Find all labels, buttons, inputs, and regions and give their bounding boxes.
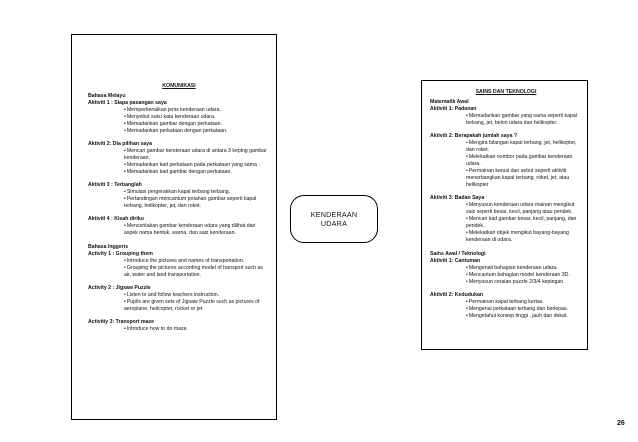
subject-label: Bahasa Melayu	[88, 93, 126, 99]
activity-bullet-item	[466, 113, 582, 127]
activity-bullet-item	[466, 279, 582, 286]
activity-bullet-text: Mengira bilangan kapal terbang, jet, helikopter, dan roket.	[466, 140, 577, 153]
activity-bullet-item	[466, 299, 582, 306]
activity-title: Activity 2 : Jigsaw Puzzle	[88, 285, 151, 291]
subject-section	[88, 93, 270, 237]
activity-bullet-item	[124, 162, 270, 169]
activity-block	[88, 251, 270, 279]
activity-title: Activity 1 : Grouping them	[88, 251, 153, 257]
activity-block	[430, 292, 582, 320]
activity-bullet-item	[124, 265, 270, 279]
activity-bullet-text: Melekatkan objek mengikut bayang-bayang kenderaan di udara.	[466, 230, 569, 243]
activity-bullet-item	[124, 169, 270, 176]
activity-bullet-list	[430, 202, 582, 244]
komunikasi-content	[88, 93, 270, 333]
activity-bullet-item	[466, 216, 582, 230]
activity-bullet-text: Memadankan gambar yang sama seperti kapal terbang, jet, belon udara dan helikopter.	[466, 113, 577, 126]
activity-bullet-text: Mencari gambar kenderaan udara di antara 3 keping gambar kenderaan.	[124, 148, 267, 161]
subject-section	[430, 251, 582, 320]
komunikasi-heading: KOMUNIKASI	[162, 83, 196, 89]
activity-bullet-text: Melekatkan nombor pada gambar kenderaan udara.	[466, 154, 573, 167]
activity-title: Aktiviti 3: Badan Saya	[430, 195, 485, 201]
activity-bullet-text: Menyebut suku kata kenderaan udara.	[126, 114, 216, 120]
activity-bullet-text: Memadankan gambar dengan perkataan.	[126, 121, 222, 127]
activity-bullet-list	[430, 140, 582, 189]
activity-block	[88, 216, 270, 237]
activity-bullet-item	[124, 148, 270, 162]
activity-bullet-text: Permainan kerusi dan sebut seperti aktiviti menerbangkan kapal terbang, roket, jet, atau helikopter	[466, 168, 570, 188]
activity-bullet-text: Simulasi pergerakkan kapal terbang terbang.	[126, 189, 231, 195]
subject-section	[88, 244, 270, 333]
activity-bullet-list	[88, 148, 270, 176]
activity-title: Aktiviti 1: Padanan	[430, 106, 477, 112]
activity-bullet-text: Mengenali bahagian kenderaan udara.	[468, 265, 558, 271]
activity-bullet-item	[466, 230, 582, 244]
activity-bullet-item	[124, 196, 270, 210]
activity-bullet-item	[124, 121, 270, 128]
activity-bullet-text: Pertandingan mencantum potahan gambar seperti kapal terbang, helikopter, jet, dan roket.	[124, 196, 257, 209]
activity-bullet-text: Menyusun ceraian puzzle 2/3/4 kepingan.	[468, 279, 565, 285]
activity-block	[88, 319, 270, 333]
activity-bullet-item	[124, 299, 270, 313]
activity-bullet-item	[466, 140, 582, 154]
activity-bullet-item	[124, 189, 270, 196]
page-number: 26	[617, 420, 625, 427]
activity-bullet-list	[88, 326, 270, 333]
subject-label: Bahasa Inggeris	[88, 244, 129, 250]
activity-bullet-text: Memadankan kad perkataan pada perkataan yang sama .	[126, 162, 260, 168]
activity-bullet-text: Introduce how to do maze.	[126, 326, 188, 332]
activity-bullet-text: Memadankan perkataan dengan perkataan.	[126, 128, 228, 134]
activity-bullet-text: Memadankan kad gambar dengan perkataan.	[126, 169, 232, 175]
activity-block	[430, 258, 582, 286]
activity-block	[430, 195, 582, 244]
activity-bullet-list	[88, 189, 270, 210]
activity-block	[88, 100, 270, 135]
activity-bullet-text: Mencantum bahagian model kenderaan 3D.	[468, 272, 570, 278]
activity-bullet-text: Menyusun kenderaan udara mainan mengikut saiz seperti besar, kecil, panjang atau pendek.	[466, 202, 575, 215]
activity-bullet-list	[88, 292, 270, 313]
activity-title: Aktiviti 3 : Terbanglah	[88, 182, 142, 188]
activity-bullet-text: Mengetahui konsep tinggi , jauh dan dekat.	[468, 313, 568, 319]
activity-bullet-text: Memperkenalkan jenis kenderaan udara.	[126, 107, 221, 113]
activity-bullet-item	[124, 114, 270, 121]
activity-block	[430, 133, 582, 189]
activity-bullet-text: Pupils are given sets of Jigsaw Puzzle such as pictures of aeroplane, helicopter, rocket or jet.	[124, 299, 260, 312]
activity-bullet-text: Listen to and follow teachers instruction.	[126, 292, 220, 298]
activity-title: Activitiy 3: Transport maze	[88, 319, 155, 325]
activity-bullet-text: Grouping the pictures according model of transport such as air, water and land transportation.	[124, 265, 263, 278]
activity-bullet-item	[124, 223, 270, 237]
activity-title: Aktiviti 1 : Siapa pasangan saya	[88, 100, 167, 106]
activity-bullet-item	[466, 265, 582, 272]
activity-bullet-item	[124, 107, 270, 114]
activity-block	[430, 106, 582, 127]
activity-title: Aktiviti 2: Berapakah jumlah saya ?	[430, 133, 518, 139]
activity-bullet-item	[466, 313, 582, 320]
activity-bullet-text: Mengenal perkataan terbang dan berlepas.	[468, 306, 569, 312]
activity-bullet-item	[124, 326, 270, 333]
activity-bullet-text: Permainan kapal terbang kertas.	[468, 299, 544, 305]
komunikasi-box	[71, 34, 277, 420]
sains-teknologi-content	[430, 99, 582, 320]
activity-bullet-list	[430, 299, 582, 320]
central-topic-line-2: UDARA	[320, 219, 348, 228]
activity-bullet-item	[466, 168, 582, 189]
activity-block	[88, 285, 270, 313]
activity-bullet-list	[88, 223, 270, 237]
subject-section	[430, 99, 582, 244]
activity-bullet-list	[430, 113, 582, 127]
central-topic-box	[290, 195, 378, 243]
activity-bullet-text: Introduce the pictures and names of transportation.	[126, 258, 245, 264]
activity-bullet-item	[124, 292, 270, 299]
sains-teknologi-heading: SAINS DAN TEKNOLOGI	[475, 89, 537, 95]
subject-label: Sains Awal / Teknologi	[430, 251, 486, 257]
activity-title: Aktiviti 2: Dia pilihan saya	[88, 141, 153, 147]
activity-bullet-item	[124, 258, 270, 265]
activity-bullet-list	[88, 107, 270, 135]
activity-bullet-item	[466, 272, 582, 279]
activity-title: Aktiviti 2: Kedudukan	[430, 292, 484, 298]
activity-bullet-text: Menceritakan gambar kenderaan udara yang dilihat dari aspek nama bentuk, warna, dan saiz kenderaan.	[124, 223, 256, 236]
activity-bullet-item	[466, 202, 582, 216]
central-topic-line-1: KENDERAAN	[310, 210, 358, 219]
subject-label: Matematik Awal	[430, 99, 469, 105]
sains-teknologi-box	[421, 80, 588, 350]
activity-title: Aktiviti 4 : Kisah diriku	[88, 216, 144, 222]
activity-title: Aktiviti 1: Cantuman	[430, 258, 481, 264]
activity-bullet-text: Mencari kad gambar besar, kecil, panjang, dan pendek.	[466, 216, 577, 229]
activity-bullet-item	[466, 306, 582, 313]
activity-bullet-list	[88, 258, 270, 279]
activity-bullet-list	[430, 265, 582, 286]
activity-bullet-item	[466, 154, 582, 168]
activity-block	[88, 141, 270, 176]
activity-block	[88, 182, 270, 210]
activity-bullet-item	[124, 128, 270, 135]
